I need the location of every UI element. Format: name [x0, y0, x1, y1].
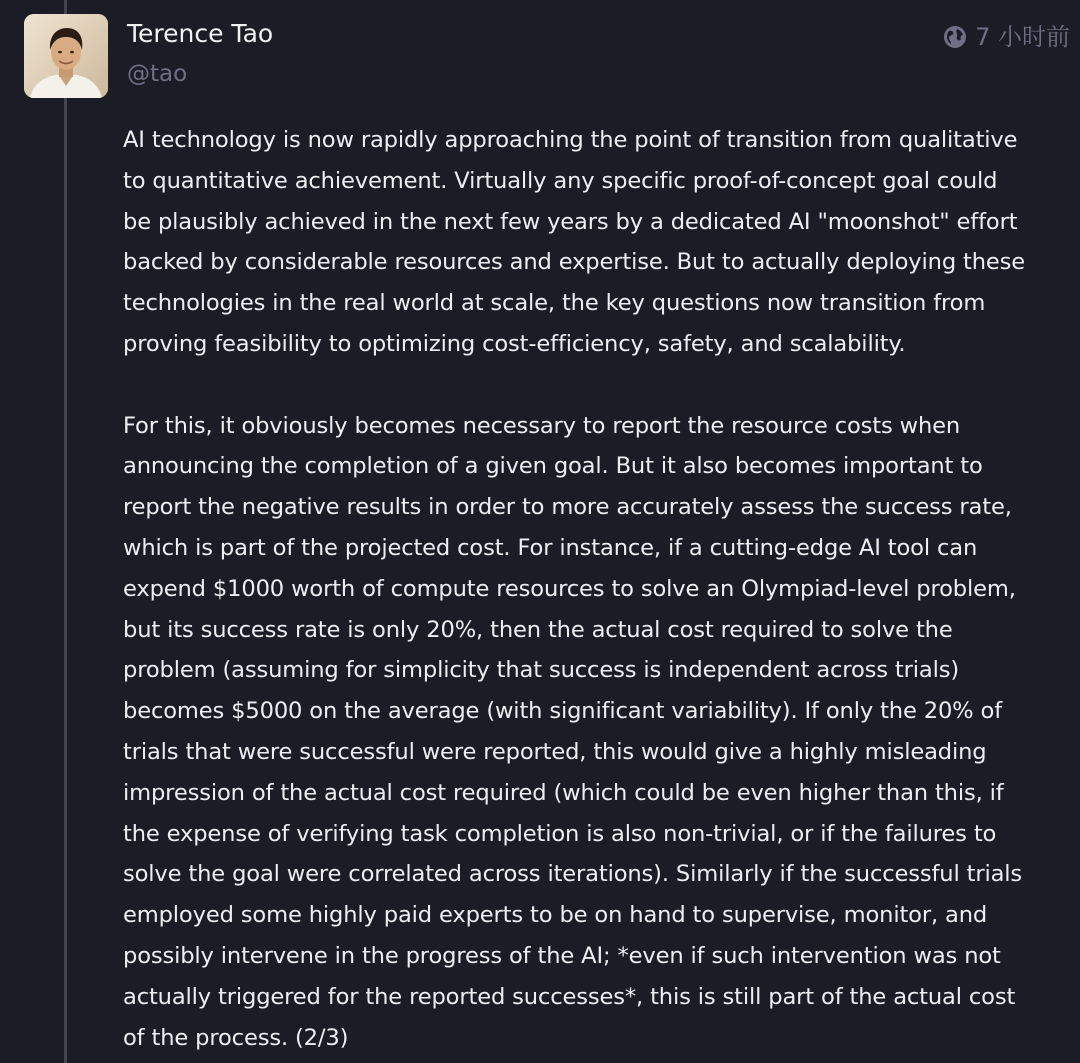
avatar[interactable] — [24, 14, 108, 98]
globe-icon — [943, 25, 967, 49]
author-handle[interactable]: @tao — [127, 61, 188, 87]
post-paragraph: For this, it obviously becomes necessary to report the resource costs when announcing the completion of a given goal. But it also becomes important to report the negative results in order to more accurately assess the success rate, which is part of the projected cost. For instance, if a cutting-edge AI tool can expend $1000 worth of compute resources to solve an Olympiad-level problem, but its success rate is only 20%, then the actual cost required to solve the problem (assuming for simplicity that success is independent across trials) becomes $5000 on the average (with significant variability). If only the 20% of trials that were successful were reported, this would give a highly misleading impression of the actual cost required (which could be even higher than this, if the expense of verifying task completion is also non-trivial, or if the failures to solve the goal were correlated across iterations). Similarly if the successful trials employed some highly paid experts to be on hand to supervise, monitor, and possibly intervene in the progress of the AI; *even if such intervention was not actually triggered for the reported successes*, this is still part of the actual cost of the process. (2/3) — [123, 412, 1023, 1051]
thread-line — [64, 0, 67, 1063]
post-paragraph: AI technology is now rapidly approaching the point of transition from qualitative to quantitative achievement. Virtually any specific proof-of-concept goal could be plausibly achieved in the next few years by a dedicated AI "moonshot" effort backed by considerable resources and expertise. But to actually deploying these technologies in the real world at scale, the key questions now transition from proving feasibility to optimizing cost-efficiency, safety, and scalability. — [123, 127, 1026, 357]
post-body — [123, 120, 1068, 1058]
timestamp-text: 7 小时前 — [975, 23, 1070, 51]
avatar-image — [24, 14, 108, 98]
post-timestamp[interactable] — [943, 21, 1070, 53]
author-name[interactable]: Terence Tao — [127, 19, 274, 48]
